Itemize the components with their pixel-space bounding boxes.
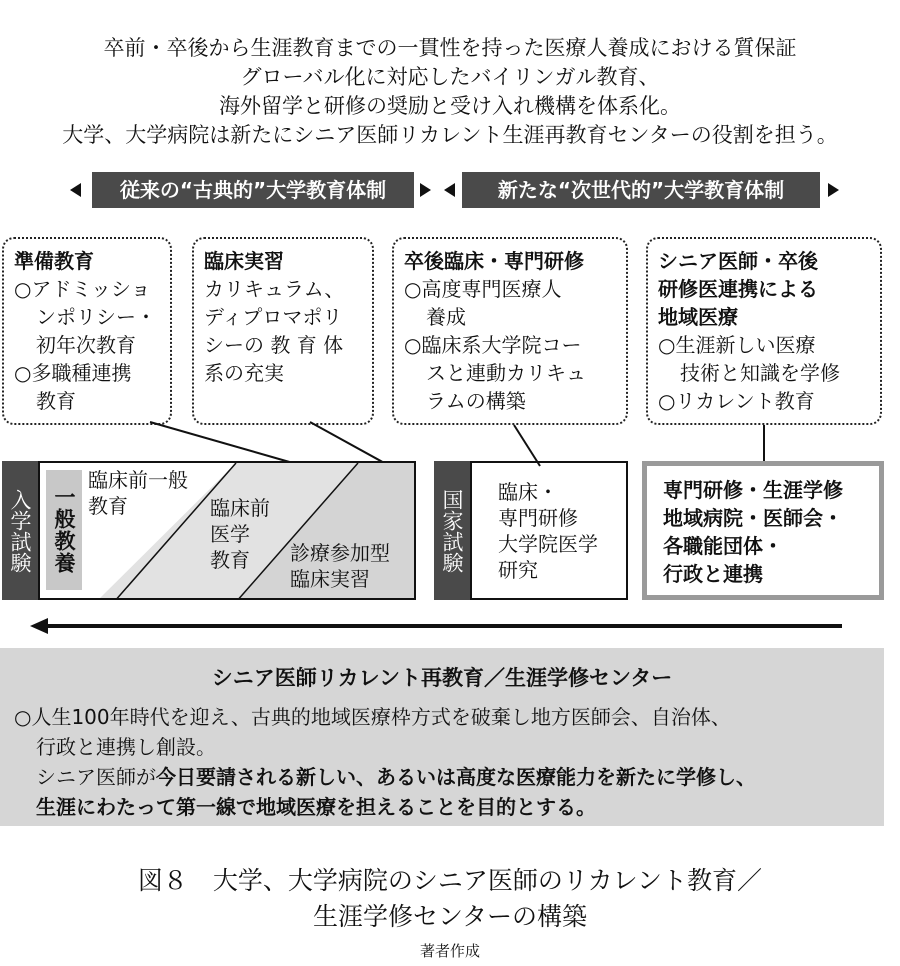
box-title: 卒後臨床・専門研修 <box>404 249 584 273</box>
phase-text: 臨床前一般 <box>88 468 188 492</box>
list-item: スと連動カリキュ <box>426 361 586 385</box>
list-item: 養成 <box>426 305 466 329</box>
figure-caption-line-2: 生涯学修センターの構築 <box>312 902 587 931</box>
box-text: 行政と連携 <box>663 562 763 586</box>
center-line-part: 今日要請される新しい、あるいは高度な医療能力を新たに学修し、 <box>156 765 756 789</box>
box-text: シーの 教 育 体 <box>204 333 344 357</box>
figure-caption-line-1: 図８ 大学、大学病院のシニア医師のリカレント教育／ <box>137 866 763 895</box>
header-next-generation: 新たな“次世代的”大学教育体制 <box>462 172 820 208</box>
box-title: 臨床実習 <box>204 249 284 273</box>
phase-text: 臨床前 <box>210 496 270 520</box>
box-text: 専門研修・生涯学修 <box>663 478 843 502</box>
box-title: 研修医連携による <box>658 277 818 301</box>
list-item: 初年次教育 <box>36 333 136 357</box>
box-text: ディプロマポリ <box>204 305 343 329</box>
list-item: ンポリシー・ <box>36 305 156 329</box>
box-title: 準備教育 <box>14 249 94 273</box>
intro-line-4: 大学、大学病院は新たにシニア医師リカレント生涯再教育センターの役割を担う。 <box>62 123 838 147</box>
center-title: シニア医師リカレント再教育／生涯学修センター <box>211 666 673 690</box>
phase-clinical-clerkship <box>290 540 390 592</box>
general-education-label: 一般教養 <box>46 470 82 590</box>
phase-text: 教育 <box>210 548 250 572</box>
intro-line-1: 卒前・卒後から生涯教育までの一貫性を持った医療人養成における質保証 <box>103 36 797 60</box>
box-text: カリキュラム、 <box>204 277 345 301</box>
phase-preclinical-medicine <box>210 495 270 573</box>
phase-text: 臨床実習 <box>290 567 370 591</box>
list-item: ○リカレント教育 <box>658 389 815 413</box>
center-line-part: シニア医師が <box>36 765 156 789</box>
sidebar-entrance-exam: 入学試験 <box>2 461 38 600</box>
phase-text: 医学 <box>210 522 250 546</box>
intro-line-3: 海外留学と研修の奨励と受け入れ機構を体系化。 <box>219 94 681 118</box>
phase-text: 診療参加型 <box>290 541 390 565</box>
list-item: 技術と知識を学修 <box>680 361 840 385</box>
list-item: ○臨床系大学院コー <box>404 333 582 357</box>
box-text: 専門研修 <box>498 506 578 530</box>
specialty-collaboration-box <box>642 461 884 600</box>
list-item: ○アドミッショ <box>14 277 151 301</box>
box-text: 各職能団体・ <box>663 534 783 558</box>
center-description <box>14 702 874 822</box>
list-item: ○高度専門医療人 <box>404 277 562 301</box>
connector-line <box>310 422 388 465</box>
box-text: 大学院医学 <box>498 532 598 556</box>
box-text: 地域病院・医師会・ <box>663 506 843 530</box>
list-item: ○多職種連携 <box>14 361 132 385</box>
connector-line <box>514 425 540 466</box>
center-line: ○人生100年時代を迎え、古典的地域医療枠方式を破棄し地方医師会、自治体、 <box>14 705 731 729</box>
sidebar-national-exam: 国家試験 <box>434 461 470 600</box>
postgrad-research-box <box>470 461 628 600</box>
connector-line <box>150 422 300 465</box>
list-item: ラムの構築 <box>426 389 526 413</box>
list-item: 教育 <box>36 389 76 413</box>
box-text: 研究 <box>498 558 538 582</box>
header-classical: 従来の“古典的”大学教育体制 <box>92 172 414 208</box>
list-item: ○生涯新しい医療 <box>658 333 816 357</box>
box-title: シニア医師・卒後 <box>658 249 818 273</box>
long-left-arrow-icon <box>30 614 845 638</box>
phase-preclinical-general <box>88 467 188 519</box>
box-title: 地域医療 <box>658 305 738 329</box>
box-text: 系の充実 <box>204 361 284 385</box>
phase-text: 教育 <box>88 494 128 518</box>
center-line <box>14 762 874 792</box>
center-line: 行政と連携し創設。 <box>36 735 216 759</box>
intro-line-2: グローバル化に対応したバイリンガル教育、 <box>240 65 660 89</box>
box-text: 臨床・ <box>498 480 558 504</box>
center-line: 生涯にわたって第一線で地域医療を担えることを目的とする。 <box>36 795 596 819</box>
figure-credit: 著者作成 <box>419 942 480 960</box>
